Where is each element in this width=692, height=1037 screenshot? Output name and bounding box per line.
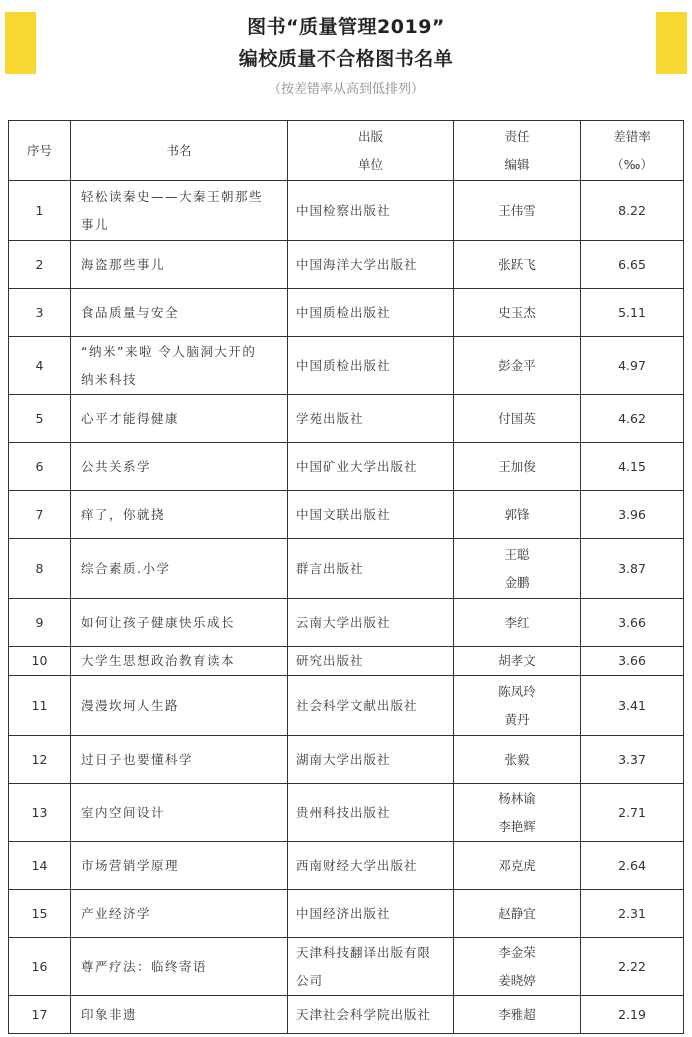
- table-header-row: [9, 121, 684, 181]
- unqualified-books-table: [8, 120, 684, 1034]
- cell-title: [71, 181, 288, 241]
- table-row: [9, 842, 684, 890]
- cell-error-rate: 2.22: [581, 938, 684, 996]
- cell-error-rate: 5.11: [581, 289, 684, 337]
- cell-title-text: 如何让孩子健康快乐成长: [81, 614, 236, 630]
- cell-seq: 17: [9, 996, 71, 1034]
- table-row: [9, 337, 684, 395]
- cell-seq: 11: [9, 676, 71, 736]
- cell-editor-text: 彭金平: [498, 357, 536, 373]
- table-row: [9, 676, 684, 736]
- cell-editor: [454, 289, 581, 337]
- cell-publisher-text: 湖南大学出版社: [296, 751, 391, 767]
- cell-error-rate: 4.97: [581, 337, 684, 395]
- cell-editor: [454, 647, 581, 676]
- header-publisher-text: 单位: [357, 156, 383, 172]
- cell-publisher-text: 群言出版社: [296, 560, 364, 576]
- header-title: [71, 121, 288, 181]
- cell-seq: 10: [9, 647, 71, 676]
- cell-publisher-text: 学苑出版社: [296, 410, 364, 426]
- header-error-rate-text: （‰）: [611, 156, 653, 172]
- cell-title-text: 过日子也要懂科学: [81, 751, 194, 767]
- cell-title-text: 食品质量与安全: [81, 304, 180, 320]
- cell-publisher: [288, 491, 454, 539]
- table-row: [9, 491, 684, 539]
- cell-editor-text: 李红: [504, 614, 530, 630]
- cell-editor: [454, 337, 581, 395]
- cell-title-text: “纳米”来啦 令人脑洞大开的: [81, 343, 257, 359]
- cell-editor: [454, 938, 581, 996]
- cell-publisher-text: 中国经济出版社: [296, 905, 391, 921]
- header-title-text: 书名: [166, 142, 192, 158]
- cell-publisher-text: 研究出版社: [296, 653, 364, 668]
- cell-title-text: 漫漫坎坷人生路: [81, 697, 180, 713]
- cell-publisher: [288, 395, 454, 443]
- cell-publisher-text: 中国文联出版社: [296, 506, 391, 522]
- cell-editor-text: 李金荣: [498, 944, 536, 960]
- cell-publisher: [288, 337, 454, 395]
- cell-publisher-text: 中国检察出版社: [296, 202, 391, 218]
- cell-title-text: 公共关系学: [81, 458, 152, 474]
- cell-publisher: [288, 241, 454, 289]
- cell-publisher-text: 社会科学文献出版社: [296, 697, 418, 713]
- cell-title-text: 室内空间设计: [81, 804, 166, 820]
- table-row: [9, 599, 684, 647]
- cell-title-text: 市场营销学原理: [81, 857, 180, 873]
- cell-title: [71, 676, 288, 736]
- cell-editor: [454, 996, 581, 1034]
- page-title-line2: 编校质量不合格图书名单: [238, 48, 454, 70]
- cell-editor-text: 王聪: [504, 546, 530, 562]
- table-row: [9, 647, 684, 676]
- cell-title-text: 事儿: [81, 216, 110, 232]
- cell-seq: 8: [9, 539, 71, 599]
- cell-title: [71, 647, 288, 676]
- cell-publisher-text: 中国质检出版社: [296, 357, 391, 373]
- cell-seq: 7: [9, 491, 71, 539]
- table-row: [9, 241, 684, 289]
- cell-title: [71, 289, 288, 337]
- cell-seq: 4: [9, 337, 71, 395]
- cell-publisher-text: 公司: [296, 972, 324, 988]
- cell-editor: [454, 599, 581, 647]
- cell-error-rate: 2.19: [581, 996, 684, 1034]
- cell-publisher: [288, 599, 454, 647]
- cell-publisher: [288, 181, 454, 241]
- header-seq-text: 序号: [26, 142, 52, 158]
- cell-editor-text: 王伟雪: [498, 202, 536, 218]
- header-error-rate: [581, 121, 684, 181]
- header-editor-text: 编辑: [504, 156, 530, 172]
- cell-editor: [454, 784, 581, 842]
- cell-editor-text: 付国英: [498, 410, 536, 426]
- cell-publisher: [288, 289, 454, 337]
- cell-publisher-text: 贵州科技出版社: [296, 804, 391, 820]
- page-subtitle: （按差错率从高到低排列）: [267, 82, 424, 97]
- cell-editor-text: 陈凤玲: [498, 683, 536, 699]
- cell-publisher: [288, 647, 454, 676]
- cell-editor-text: 张跃飞: [498, 256, 536, 272]
- cell-title-text: 印象非遗: [81, 1006, 138, 1022]
- cell-publisher: [288, 784, 454, 842]
- cell-publisher-text: 中国海洋大学出版社: [296, 256, 418, 272]
- cell-editor: [454, 676, 581, 736]
- cell-error-rate: 3.87: [581, 539, 684, 599]
- cell-error-rate: 4.62: [581, 395, 684, 443]
- table-row: [9, 289, 684, 337]
- cell-editor: [454, 181, 581, 241]
- cell-title-text: 痒了，你就挠: [81, 506, 166, 522]
- cell-publisher: [288, 736, 454, 784]
- cell-title: [71, 395, 288, 443]
- cell-publisher: [288, 539, 454, 599]
- table-row: [9, 996, 684, 1034]
- cell-seq: 1: [9, 181, 71, 241]
- cell-editor: [454, 491, 581, 539]
- cell-error-rate: 3.96: [581, 491, 684, 539]
- cell-title: [71, 996, 288, 1034]
- header-editor-text: 责任: [504, 128, 530, 144]
- cell-publisher-text: 天津社会科学院出版社: [296, 1006, 432, 1022]
- table-body: [9, 181, 684, 1034]
- cell-publisher: [288, 443, 454, 491]
- cell-seq: 9: [9, 599, 71, 647]
- cell-editor-text: 姜晓婷: [498, 972, 536, 988]
- cell-error-rate: 3.37: [581, 736, 684, 784]
- cell-error-rate: 8.22: [581, 181, 684, 241]
- cell-title-text: 海盗那些事儿: [81, 256, 166, 272]
- cell-publisher: [288, 996, 454, 1034]
- cell-editor-text: 金鹏: [504, 574, 530, 590]
- cell-seq: 3: [9, 289, 71, 337]
- cell-editor-text: 胡孝文: [498, 653, 536, 668]
- cell-title: [71, 599, 288, 647]
- cell-error-rate: 3.66: [581, 599, 684, 647]
- cell-title-text: 大学生思想政治教育读本: [81, 653, 236, 668]
- cell-editor-text: 赵静宜: [498, 905, 536, 921]
- header-publisher: [288, 121, 454, 181]
- cell-seq: 2: [9, 241, 71, 289]
- table-row: [9, 938, 684, 996]
- cell-error-rate: 6.65: [581, 241, 684, 289]
- cell-title: [71, 241, 288, 289]
- cell-publisher-text: 中国矿业大学出版社: [296, 458, 418, 474]
- cell-title: [71, 491, 288, 539]
- cell-title: [71, 443, 288, 491]
- cell-title-text: 纳米科技: [81, 371, 138, 387]
- header-seq: [9, 121, 71, 181]
- cell-title: [71, 938, 288, 996]
- cell-publisher: [288, 890, 454, 938]
- cell-error-rate: 3.41: [581, 676, 684, 736]
- table-row: [9, 539, 684, 599]
- cell-seq: 6: [9, 443, 71, 491]
- cell-publisher-text: 西南财经大学出版社: [296, 857, 418, 873]
- cell-seq: 5: [9, 395, 71, 443]
- cell-editor: [454, 890, 581, 938]
- cell-title-text: 产业经济学: [81, 905, 152, 921]
- cell-title: [71, 539, 288, 599]
- cell-error-rate: 2.71: [581, 784, 684, 842]
- header-editor: [454, 121, 581, 181]
- cell-title-text: 综合素质.小学: [81, 560, 171, 576]
- cell-editor-text: 邓克虎: [498, 857, 536, 873]
- cell-editor: [454, 241, 581, 289]
- cell-editor: [454, 443, 581, 491]
- cell-editor-text: 李艳辉: [498, 818, 536, 834]
- cell-seq: 14: [9, 842, 71, 890]
- table-row: [9, 443, 684, 491]
- cell-title: [71, 784, 288, 842]
- cell-editor-text: 李雅超: [498, 1006, 536, 1022]
- table-row: [9, 181, 684, 241]
- cell-publisher-text: 中国质检出版社: [296, 304, 391, 320]
- cell-editor-text: 史玉杰: [498, 304, 536, 320]
- cell-title-text: 轻松读秦史——大秦王朝那些: [81, 188, 264, 204]
- cell-editor: [454, 395, 581, 443]
- cell-title-text: 心平才能得健康: [81, 410, 180, 426]
- header-error-rate-text: 差错率: [613, 128, 651, 144]
- cell-title: [71, 337, 288, 395]
- table-row: [9, 784, 684, 842]
- header-publisher-text: 出版: [357, 128, 383, 144]
- cell-title: [71, 842, 288, 890]
- cell-editor-text: 王加俊: [498, 458, 536, 474]
- cell-editor-text: 黄丹: [504, 711, 530, 727]
- cell-editor: [454, 736, 581, 784]
- cell-title: [71, 890, 288, 938]
- cell-publisher: [288, 938, 454, 996]
- cell-editor-text: 杨林谕: [498, 790, 536, 806]
- table-row: [9, 890, 684, 938]
- cell-seq: 15: [9, 890, 71, 938]
- cell-seq: 13: [9, 784, 71, 842]
- table-row: [9, 395, 684, 443]
- cell-publisher-text: 云南大学出版社: [296, 614, 391, 630]
- cell-error-rate: 2.31: [581, 890, 684, 938]
- cell-editor: [454, 539, 581, 599]
- cell-editor-text: 郭锋: [504, 506, 530, 522]
- cell-title-text: 尊严疗法：临终寄语: [81, 958, 208, 974]
- cell-publisher: [288, 842, 454, 890]
- cell-publisher: [288, 676, 454, 736]
- cell-seq: 16: [9, 938, 71, 996]
- cell-error-rate: 4.15: [581, 443, 684, 491]
- page-title-line1: 图书“质量管理2019”: [247, 16, 445, 38]
- cell-title: [71, 736, 288, 784]
- cell-seq: 12: [9, 736, 71, 784]
- table-row: [9, 736, 684, 784]
- cell-editor-text: 张毅: [504, 751, 530, 767]
- cell-error-rate: 3.66: [581, 647, 684, 676]
- cell-publisher-text: 天津科技翻译出版有限: [296, 944, 432, 960]
- cell-editor: [454, 842, 581, 890]
- cell-error-rate: 2.64: [581, 842, 684, 890]
